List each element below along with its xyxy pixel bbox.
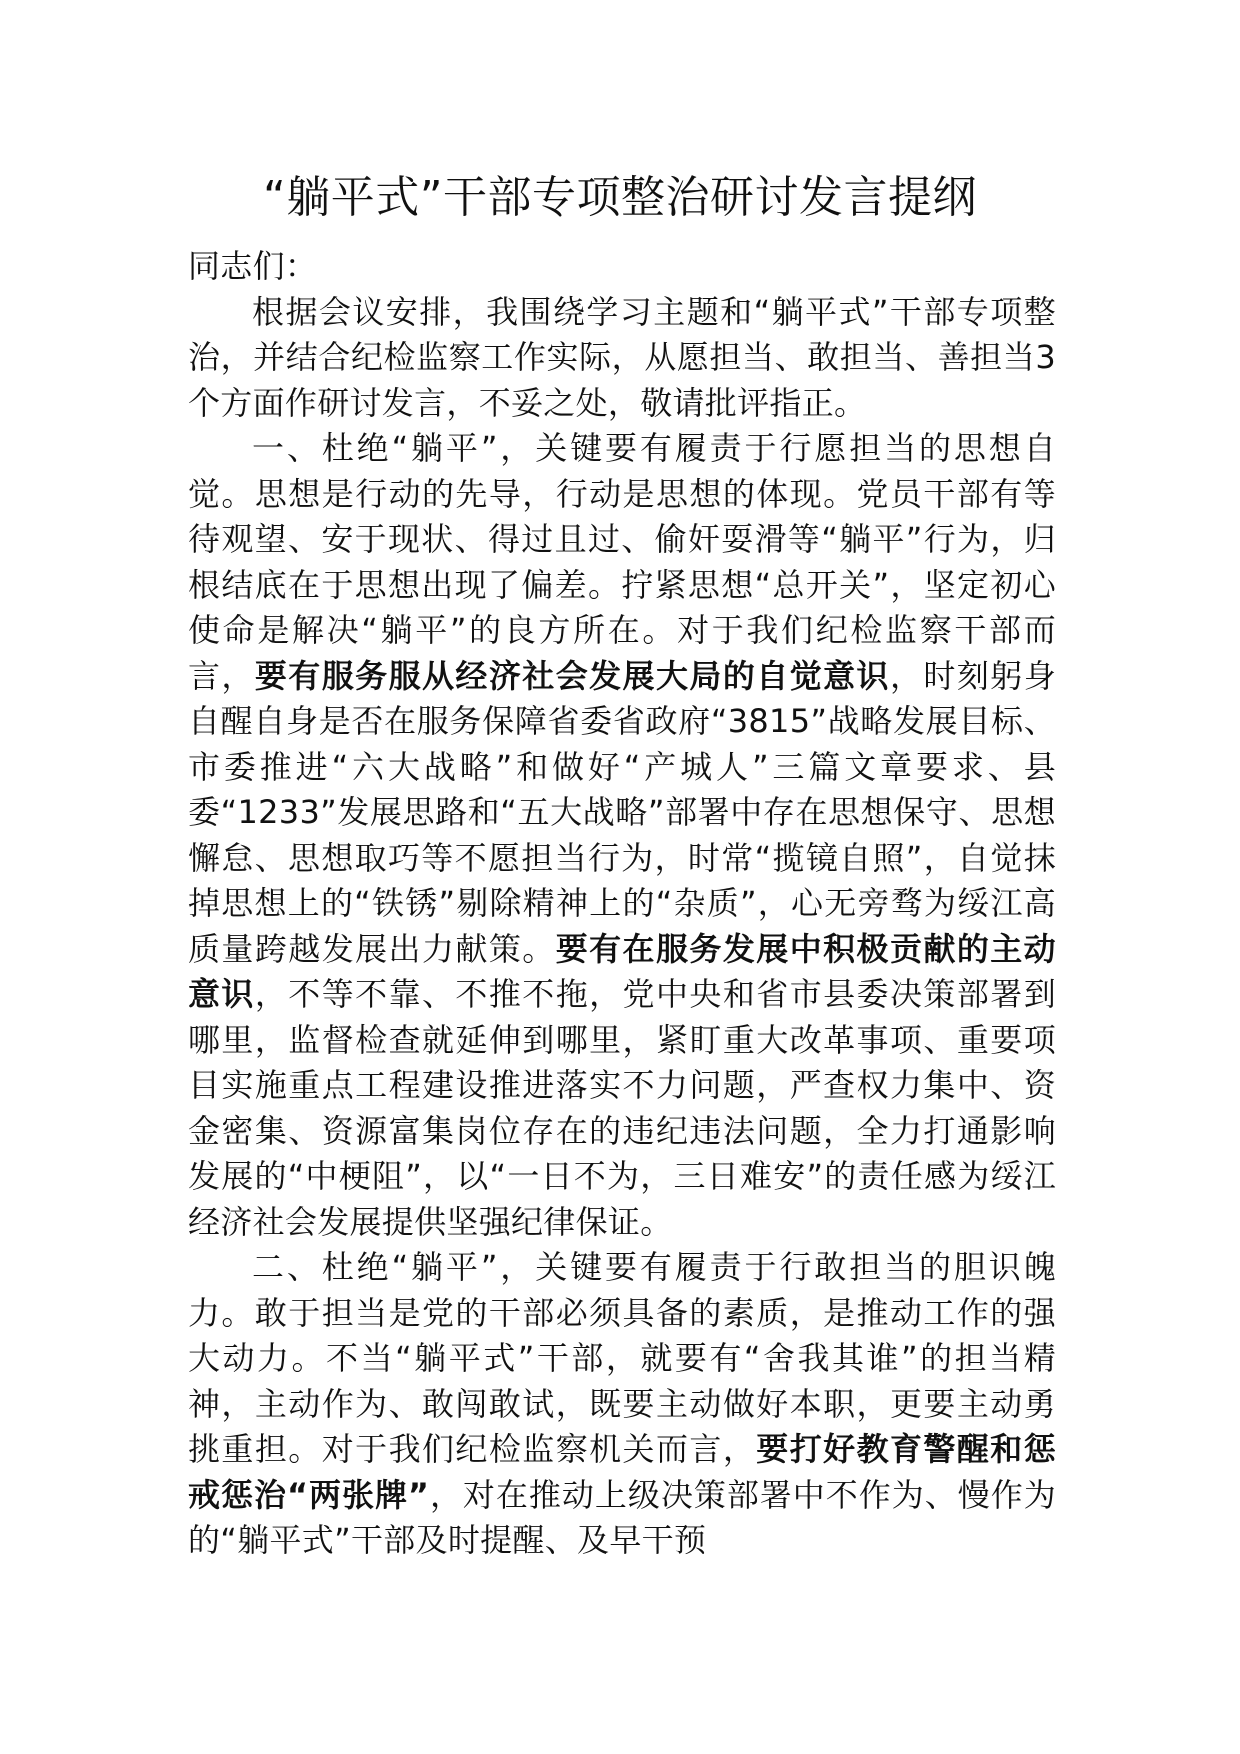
section-2-text-a: 敢于担当是党的干部必须具备的素质，是推动工作的强大动力。不当“躺平式”干部，就要有“舍我其谁”的担当精神，主动作为、敢闯敢试，既要主动做好本职，更要主动勇挑重担。对于我们纪检监察机关而言， [188,1293,1056,1468]
document-title: “躺平式”干部专项整治研讨发言提纲 [262,172,978,223]
greeting: 同志们： [188,247,318,285]
section-1-bold-b: 要有在服务发展中积极贡献的主动意识 [188,929,1056,1013]
section-2-text-b: ，对在推动上级决策部署中不作为、慢作为的“躺平式”干部及时提醒、及早干预 [188,1475,1056,1559]
section-1-text-b: ，时刻躬身自醒自身是否在服务保障省委省政府“3815”战略发展目标、市委推进“六大战略”和做好“产城人”三篇文章要求、县委“1233”发展思路和“五大战略”部署中存在思想保守、思想懈怠、思想取巧等不愿担当行为，时常“揽镜自照”，自觉抹掉思想上的“铁锈”剔除精神上的“杂质”，心无旁骛为绥江高质量跨越发展出力献策。 [188,656,1056,968]
section-1-bold-a: 要有服务服从经济社会发展大局的自觉意识 [254,656,890,695]
intro-paragraph: 根据会议安排，我围绕学习主题和“躺平式”干部专项整治，并结合纪检监察工作实际，从愿担当、敢担当、善担当3个方面作研讨发言，不妥之处，敬请批评指正。 [188,292,1056,422]
section-1-paragraph [188,426,1056,1245]
document-body [188,244,1056,1564]
section-1-text-a: 思想是行动的先导，行动是思想的体现。党员干部有等待观望、安于现状、得过且过、偷奸耍滑等“躺平”行为，归根结底在于思想出现了偏差。拧紧思想“总开关”，坚定初心使命是解决“躺平”的良方所在。对于我们纪检监察干部而言， [188,474,1056,695]
section-1-text-c: ，不等不靠、不推不拖，党中央和省市县委决策部署到哪里，监督检查就延伸到哪里，紧盯重大改革事项、重要项目实施重点工程建设推进落实不力问题，严查权力集中、资金密集、资源富集岗位存在的违纪违法问题，全力打通影响发展的“中梗阻”，以“一日不为，三日难安”的责任感为绥江经济社会发展提供坚强纪律保证。 [188,975,1056,1241]
section-2-heading: 二、杜绝“躺平”，关键要有履责于行敢担当的胆识魄力。 [188,1248,1056,1332]
section-2-paragraph [188,1245,1056,1564]
section-2-bold-a: 要打好教育警醒和惩戒惩治“两张牌” [188,1430,1057,1514]
section-1-heading: 一、杜绝“躺平”，关键要有履责于行愿担当的思想自觉。 [188,429,1056,513]
